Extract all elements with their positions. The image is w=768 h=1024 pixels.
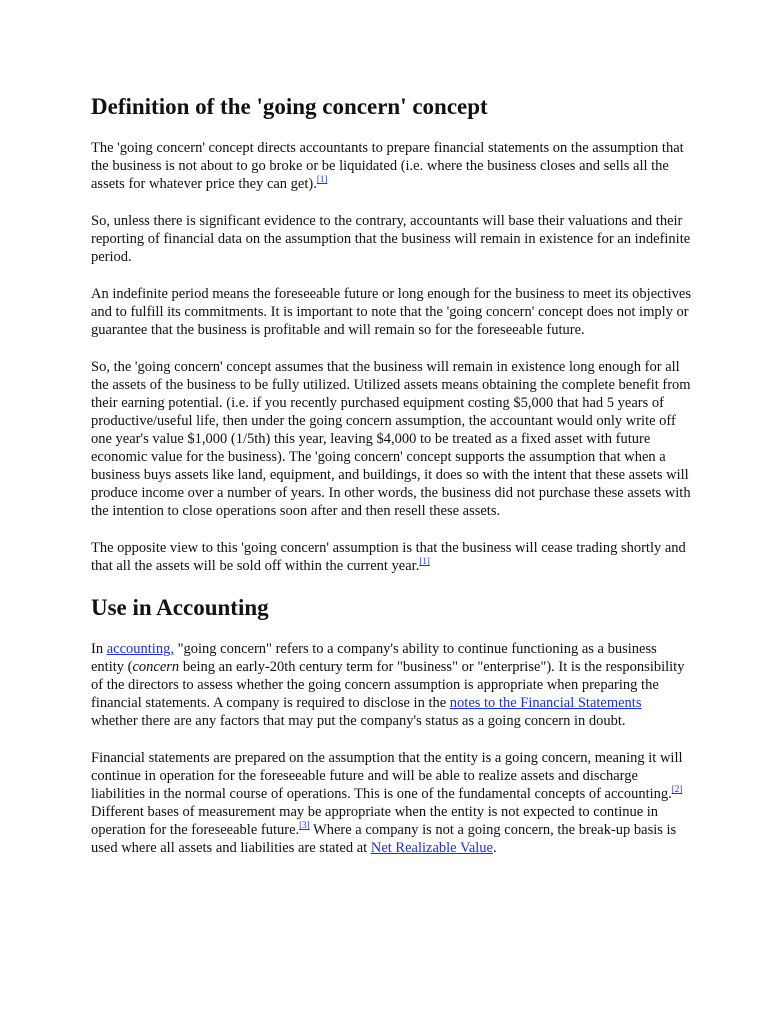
paragraph: So, unless there is significant evidence to the contrary, accountants will base their valuations and their reporting of financial data on the assumption that the business will remain in existence for an indefinite period. xyxy=(91,213,691,265)
article-body xyxy=(91,93,691,876)
notes-to-financial-statements-link[interactable]: notes to the Financial Statements xyxy=(449,695,642,711)
text-span: being an early-20th century term for "business" or "enterprise"). It is the responsibility of the directors to assess whether the going concern assumption is appropriate when preparing the financial statements. A company is required to disclose in the xyxy=(91,659,685,711)
text-span: "going concern" refers to a company's ability to continue functioning as a business entity ( xyxy=(91,641,657,675)
citation-link-3[interactable]: [3] xyxy=(299,820,310,830)
citation-link-2[interactable]: [2] xyxy=(671,784,683,794)
paragraph xyxy=(91,640,691,730)
paragraph: So, the 'going concern' concept assumes that the business will remain in existence long enough for all the assets of the business to be fully utilized. Utilized assets means obtaining the complete benefit from their earning potential. (i.e. if you recently purchased equipment costing $5,000 that had 5 years of productive/useful life, then under the going concern assumption, the accountant would only write off one year's value $1,000 (1/5th) this year, leaving $4,000 to be treated as a fixed asset with future economic value for the business). The 'going concern' concept supports the assumption that when a business buys assets like land, equipment, and buildings, it does so with the intent that these assets will produce income over a number of years. In other words, the business did not purchase these assets with the intention to close operations soon after and then resell these assets. xyxy=(91,359,691,519)
text-span: In xyxy=(91,641,107,657)
section-heading-use-in-accounting: Use in Accounting xyxy=(91,595,269,620)
footnote-ref xyxy=(317,174,328,184)
emphasis-text: concern xyxy=(132,659,180,675)
section-heading-definition: Definition of the 'going concern' concept xyxy=(91,94,488,119)
citation-link-1b[interactable]: [1] xyxy=(419,556,430,566)
citation-link-1[interactable]: [1] xyxy=(316,174,328,184)
footnote-ref xyxy=(672,784,683,794)
paragraph xyxy=(91,749,691,857)
text-span: whether there are any factors that may put the company's status as a going concern in doubt. xyxy=(91,713,626,729)
text-span: Where a company is not a going concern, the break-up basis is used where all assets and liabilities are stated at xyxy=(91,822,677,856)
paragraph-text: The opposite view to this 'going concern' assumption is that the business will cease trading shortly and that all the assets will be sold off within the current year. xyxy=(91,540,686,574)
footnote-ref xyxy=(299,820,310,830)
paragraph-text: The 'going concern' concept directs accountants to prepare financial statements on the assumption that the business is not about to go broke or be liquidated (i.e. where the business closes and sells all the assets for whatever price they can get). xyxy=(91,140,684,192)
paragraph: An indefinite period means the foreseeable future or long enough for the business to meet its objectives and to fulfill its commitments. It is important to note that the 'going concern' concept does not imply or guarantee that the business is profitable and will remain so for the foreseeable future. xyxy=(91,286,691,338)
paragraph xyxy=(91,139,691,193)
text-span: Different bases of measurement may be appropriate when the entity is not expected to continue in operation for the foreseeable future. xyxy=(91,804,659,838)
footnote-ref xyxy=(419,556,430,566)
text-span: Financial statements are prepared on the assumption that the entity is a going concern, meaning it will continue in operation for the foreseeable future and will be able to realize assets and discharge liabilities in the normal course of operations. This is one of the fundamental concepts of accounting. xyxy=(91,750,683,802)
accounting-link[interactable]: accounting, xyxy=(106,641,174,657)
text-span: . xyxy=(492,840,497,856)
net-realizable-value-link[interactable]: Net Realizable Value xyxy=(370,840,493,856)
paragraph xyxy=(91,539,691,575)
